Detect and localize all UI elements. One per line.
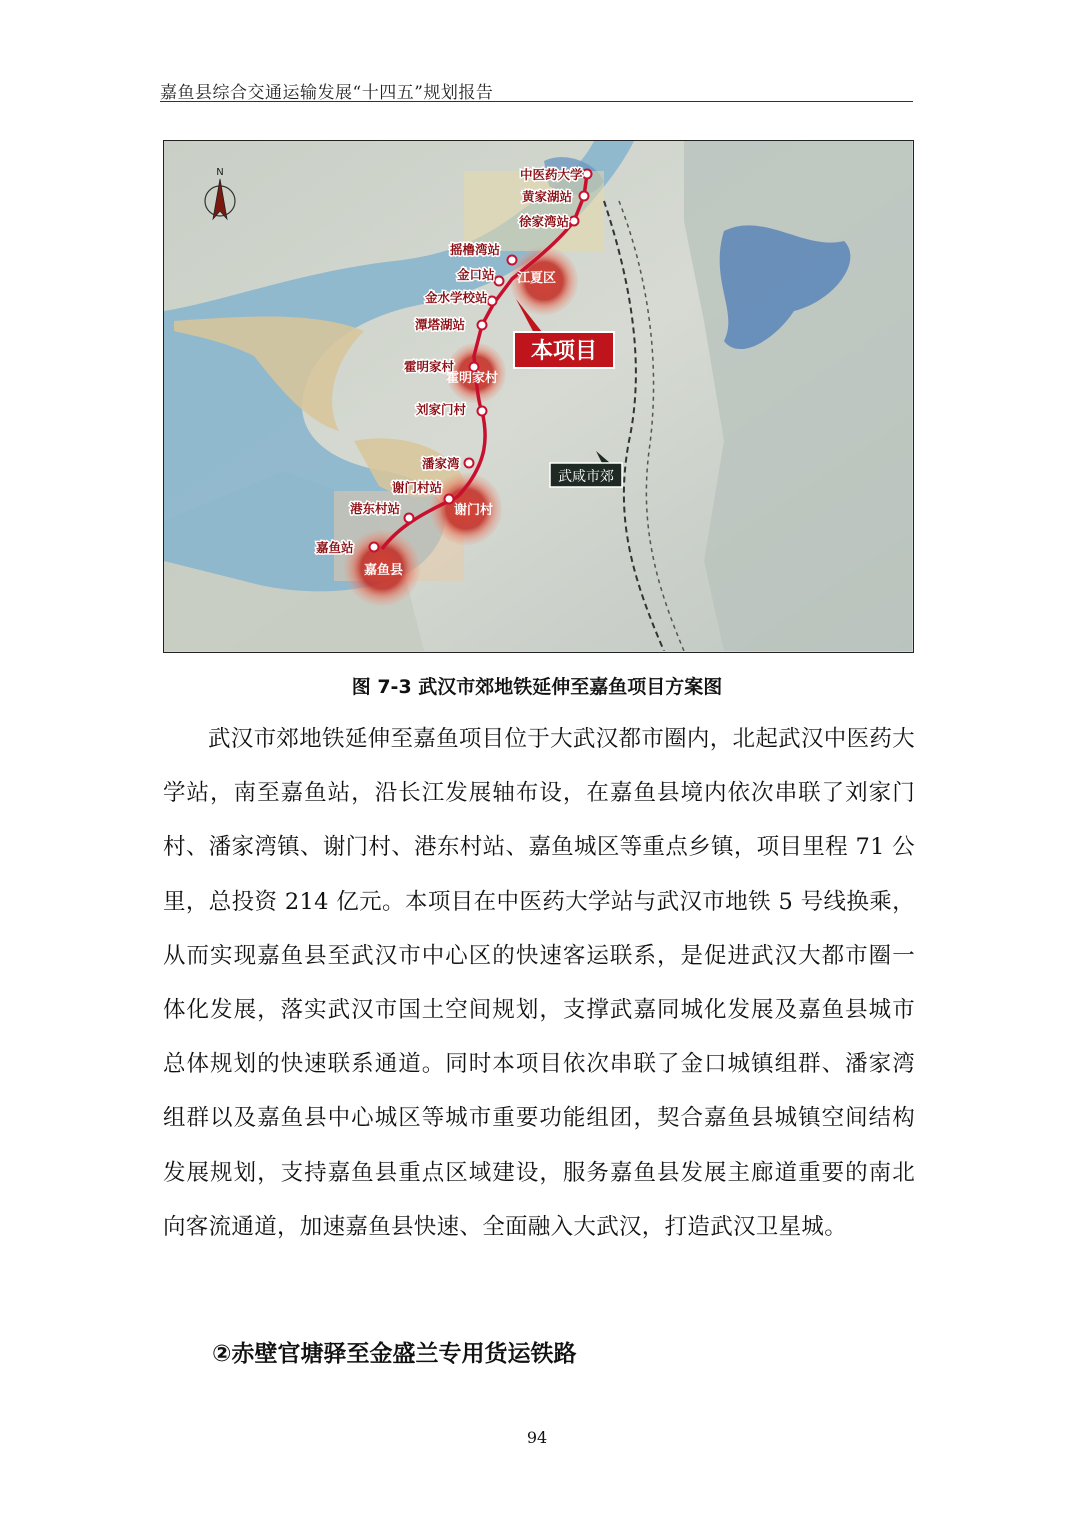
station-label-xiemen: 谢门村站 — [392, 480, 443, 495]
ring-label-jiayu: 嘉鱼县 — [364, 563, 404, 578]
ring-label-jiangxia: 江夏区 — [517, 271, 557, 286]
station-label-yaoluwan: 摇橹湾站 — [450, 242, 501, 257]
station-dot-yaoluwan — [508, 256, 517, 265]
station-dot-jinshui — [488, 297, 497, 306]
station-dot-huangjiahu — [580, 192, 589, 201]
body-paragraph: 武汉市郊地铁延伸至嘉鱼项目位于大武汉都市圈内，北起武汉中医药大学站，南至嘉鱼站，沿长江发展轴布设，在嘉鱼县境内依次串联了刘家门村、潘家湾镇、谢门村、港东村站、嘉鱼城区等重点乡镇，项目里程 71 公里，总投资 214 亿元。本项目在中医药大学站与武汉市地铁 5 号线换乘，从而实现嘉鱼县至武汉市中心区的快速客运联系，是促进武汉大都市圈一体化发展，落实武汉市国土空间规划，支撑武嘉同城化发展及嘉鱼县城市总体规划的快速联系通道。同时本项目依次串联了金口城镇组群、潘家湾组群以及嘉鱼县中心城区等城市重要功能组团，契合嘉鱼县城镇空间结构发展规划，支持嘉鱼县重点区域建设，服务嘉鱼县发展主廊道重要的南北向客流通道，加速嘉鱼县快速、全面融入大武汉，打造武汉卫星城。 — [163, 726, 915, 1240]
station-label-jiayu: 嘉鱼站 — [316, 540, 354, 555]
metro-extension-map — [163, 140, 914, 653]
station-label-jinkou: 金口站 — [457, 267, 495, 282]
station-dot-tantahu — [478, 321, 487, 330]
header-rule — [160, 101, 913, 102]
station-dot-xujiawan — [570, 217, 579, 226]
page-number: 94 — [526, 1428, 548, 1447]
station-dot-liujiamen — [478, 407, 487, 416]
station-label-huangjiahu: 黄家湖站 — [522, 189, 573, 204]
station-label-liujiamen: 刘家门村 — [416, 402, 467, 417]
suburb-label: 武咸市郊 — [558, 469, 614, 485]
station-dot-panjiawan — [465, 459, 474, 468]
section-subheading: ②赤壁官塘驿至金盛兰专用货运铁路 — [212, 1341, 577, 1367]
station-label-xujiawan: 徐家湾站 — [519, 214, 570, 229]
north-label: N — [216, 167, 224, 178]
station-label-jinshui: 金水学校站 — [425, 290, 488, 305]
station-dot-zhongyiyao — [583, 170, 592, 179]
station-label-tantahu: 潭塔湖站 — [415, 317, 466, 332]
station-dot-xiemen — [445, 495, 454, 504]
ring-label-xiemen: 谢门村 — [454, 503, 494, 518]
station-label-zhongyiyao: 中医药大学 — [520, 167, 583, 182]
station-dot-jiayu — [370, 543, 379, 552]
station-label-huoming: 霍明家村 — [404, 359, 455, 374]
project-label: 本项目 — [530, 339, 598, 364]
urban-north — [464, 171, 604, 251]
body-text — [163, 712, 915, 1254]
figure-caption: 图 7-3 武汉市郊地铁延伸至嘉鱼项目方案图 — [351, 676, 723, 698]
station-dot-jinkou — [495, 277, 504, 286]
hill-terrain — [684, 141, 912, 651]
map-svg — [164, 141, 912, 651]
page-header: 嘉鱼县综合交通运输发展“十四五”规划报告 — [160, 83, 494, 103]
station-dot-gangdong — [405, 514, 414, 523]
ring-label-huoming: 霍明家村 — [446, 371, 499, 386]
station-label-panjiawan: 潘家湾 — [422, 456, 460, 471]
station-label-gangdong: 港东村站 — [350, 501, 401, 516]
